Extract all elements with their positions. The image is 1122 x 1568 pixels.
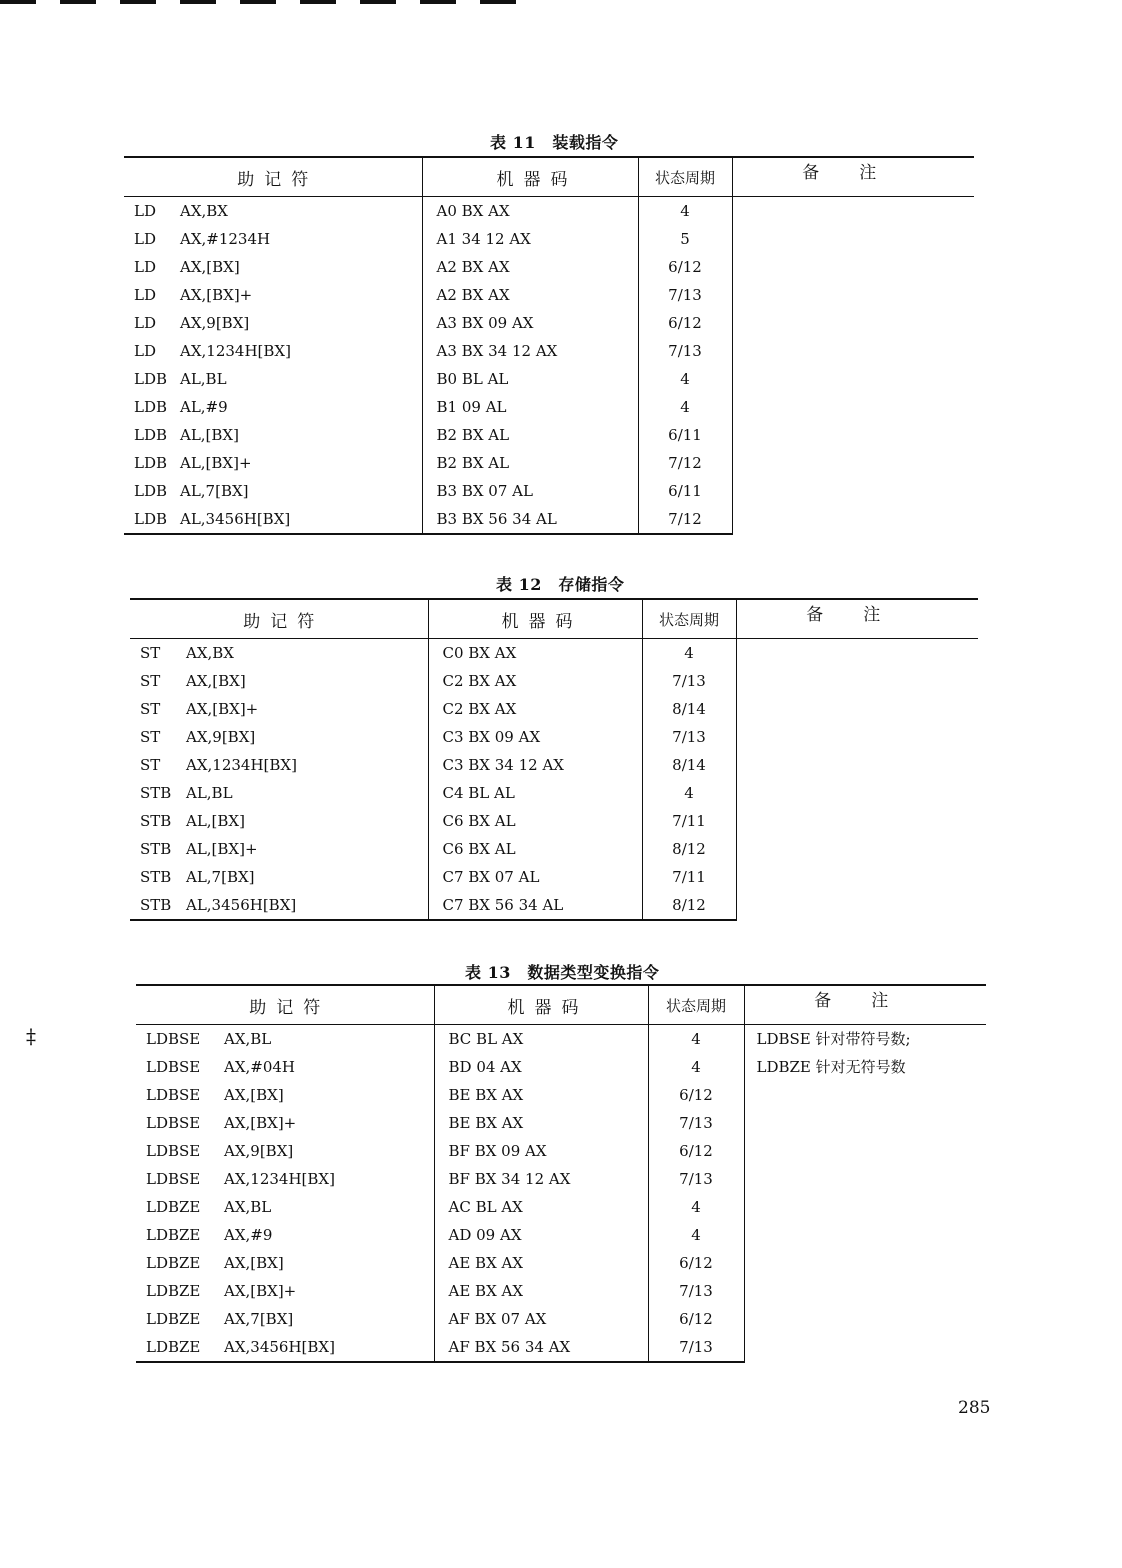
- table13-header-row: [136, 985, 986, 1025]
- machine-code-cell: BE BX AX: [434, 1081, 648, 1109]
- margin-mark: ‡: [26, 1024, 36, 1048]
- header-cycles: 状态周期: [638, 157, 732, 197]
- machine-code-cell: B2 BX AL: [422, 421, 638, 449]
- mnemonic-cell: [136, 1333, 434, 1362]
- header-machine-code: 机器码: [428, 599, 642, 639]
- cycles-cell: 7/11: [642, 807, 736, 835]
- opcode: STB: [140, 868, 172, 886]
- machine-code-cell: C3 BX 34 12 AX: [428, 751, 642, 779]
- table-row: [124, 197, 974, 226]
- header-remarks: 备注: [732, 157, 974, 197]
- mnemonic-cell: [136, 1025, 434, 1054]
- machine-code-cell: C6 BX AL: [428, 835, 642, 863]
- operands: AX,[BX]+: [180, 286, 253, 304]
- cycles-cell: 6/12: [648, 1137, 744, 1165]
- cycles-cell: 4: [648, 1221, 744, 1249]
- opcode: LDBZE: [146, 1338, 201, 1356]
- cycles-cell: 8/14: [642, 751, 736, 779]
- operands: AL,[BX]+: [186, 840, 258, 858]
- machine-code-cell: AC BL AX: [434, 1193, 648, 1221]
- machine-code-cell: C6 BX AL: [428, 807, 642, 835]
- page-number: 285: [958, 1398, 991, 1418]
- machine-code-cell: A2 BX AX: [422, 253, 638, 281]
- machine-code-cell: A3 BX 34 12 AX: [422, 337, 638, 365]
- mnemonic-cell: [136, 1165, 434, 1193]
- cycles-cell: 4: [642, 639, 736, 668]
- table12: [130, 598, 978, 921]
- cycles-cell: 6/11: [638, 421, 732, 449]
- header-mnemonic: 助记符: [124, 157, 422, 197]
- cycles-cell: 7/13: [648, 1165, 744, 1193]
- table11-header-row: [124, 157, 974, 197]
- machine-code-cell: C4 BL AL: [428, 779, 642, 807]
- mnemonic-cell: [136, 1109, 434, 1137]
- operands: AX,[BX]+: [186, 700, 259, 718]
- cycles-cell: 6/12: [638, 309, 732, 337]
- cycles-cell: 6/12: [648, 1081, 744, 1109]
- opcode: LDBSE: [146, 1030, 201, 1048]
- machine-code-cell: A0 BX AX: [422, 197, 638, 226]
- operands: AL,BL: [180, 370, 227, 388]
- mnemonic-cell: [124, 309, 422, 337]
- machine-code-cell: BC BL AX: [434, 1025, 648, 1054]
- operands: AX,BL: [224, 1198, 272, 1216]
- cycles-cell: 4: [638, 197, 732, 226]
- cycles-cell: 6/12: [648, 1305, 744, 1333]
- opcode: STB: [140, 812, 172, 830]
- machine-code-cell: B0 BL AL: [422, 365, 638, 393]
- machine-code-cell: B3 BX 07 AL: [422, 477, 638, 505]
- mnemonic-cell: [130, 695, 428, 723]
- opcode: LDBSE: [146, 1086, 201, 1104]
- machine-code-cell: AF BX 07 AX: [434, 1305, 648, 1333]
- machine-code-cell: C7 BX 07 AL: [428, 863, 642, 891]
- machine-code-cell: AF BX 56 34 AX: [434, 1333, 648, 1362]
- cycles-cell: 7/11: [642, 863, 736, 891]
- mnemonic-cell: [124, 225, 422, 253]
- operands: AL,3456H[BX]: [180, 510, 291, 528]
- operands: AL,7[BX]: [180, 482, 249, 500]
- cycles-cell: 6/11: [638, 477, 732, 505]
- mnemonic-cell: [130, 891, 428, 920]
- opcode: STB: [140, 840, 172, 858]
- opcode: LD: [134, 258, 156, 276]
- opcode: LD: [134, 286, 156, 304]
- operands: AX,3456H[BX]: [224, 1338, 335, 1356]
- mnemonic-cell: [130, 807, 428, 835]
- cycles-cell: 6/12: [648, 1249, 744, 1277]
- mnemonic-cell: [130, 639, 428, 668]
- mnemonic-cell: [136, 1277, 434, 1305]
- machine-code-cell: C2 BX AX: [428, 695, 642, 723]
- operands: AX,7[BX]: [224, 1310, 294, 1328]
- operands: AX,1234H[BX]: [224, 1170, 335, 1188]
- machine-code-cell: BE BX AX: [434, 1109, 648, 1137]
- opcode: LDB: [134, 510, 168, 528]
- remarks-cell: [736, 639, 978, 921]
- cycles-cell: 7/13: [638, 337, 732, 365]
- operands: AX,[BX]: [186, 672, 246, 690]
- cycles-cell: 7/12: [638, 449, 732, 477]
- cycles-cell: 8/14: [642, 695, 736, 723]
- operands: AX,9[BX]: [180, 314, 250, 332]
- mnemonic-cell: [124, 281, 422, 309]
- opcode: LDBZE: [146, 1282, 201, 1300]
- cycles-cell: 7/13: [648, 1109, 744, 1137]
- mnemonic-cell: [124, 393, 422, 421]
- mnemonic-cell: [124, 253, 422, 281]
- table12-header-row: [130, 599, 978, 639]
- operands: AX,#1234H: [180, 230, 271, 248]
- header-cycles: 状态周期: [642, 599, 736, 639]
- opcode: LDBZE: [146, 1226, 201, 1244]
- machine-code-cell: AD 09 AX: [434, 1221, 648, 1249]
- operands: AX,[BX]+: [224, 1282, 297, 1300]
- opcode: ST: [140, 700, 161, 718]
- machine-code-cell: BD 04 AX: [434, 1053, 648, 1081]
- operands: AX,[BX]: [224, 1086, 284, 1104]
- cycles-cell: 7/12: [638, 505, 732, 534]
- opcode: LDBSE: [146, 1142, 201, 1160]
- operands: AX,BL: [224, 1030, 272, 1048]
- operands: AL,[BX]: [186, 812, 245, 830]
- operands: AX,9[BX]: [186, 728, 256, 746]
- opcode: LDB: [134, 454, 168, 472]
- cycles-cell: 7/13: [648, 1277, 744, 1305]
- opcode: LDB: [134, 398, 168, 416]
- operands: AX,[BX]: [180, 258, 240, 276]
- mnemonic-cell: [130, 779, 428, 807]
- opcode: LDBSE: [146, 1114, 201, 1132]
- cycles-cell: 7/13: [642, 723, 736, 751]
- cycles-cell: 4: [642, 779, 736, 807]
- machine-code-cell: A2 BX AX: [422, 281, 638, 309]
- operands: AL,BL: [186, 784, 233, 802]
- cycles-cell: 7/13: [642, 667, 736, 695]
- header-machine-code: 机器码: [422, 157, 638, 197]
- mnemonic-cell: [124, 337, 422, 365]
- mnemonic-cell: [124, 421, 422, 449]
- operands: AL,7[BX]: [186, 868, 255, 886]
- remark-line: LDBZE 针对无符号数: [756, 1058, 906, 1076]
- mnemonic-cell: [136, 1249, 434, 1277]
- opcode: ST: [140, 672, 161, 690]
- machine-code-cell: A3 BX 09 AX: [422, 309, 638, 337]
- mnemonic-cell: [124, 505, 422, 534]
- mnemonic-cell: [124, 197, 422, 226]
- header-machine-code: 机器码: [434, 985, 648, 1025]
- mnemonic-cell: [136, 1053, 434, 1081]
- machine-code-cell: A1 34 12 AX: [422, 225, 638, 253]
- remarks-cell: [744, 1025, 986, 1363]
- operands: AX,#9: [224, 1226, 273, 1244]
- opcode: LDB: [134, 426, 168, 444]
- machine-code-cell: AE BX AX: [434, 1277, 648, 1305]
- header-mnemonic: 助记符: [130, 599, 428, 639]
- operands: AL,[BX]: [180, 426, 239, 444]
- table-row: [130, 639, 978, 668]
- header-remarks: 备注: [744, 985, 986, 1025]
- operands: AX,[BX]+: [224, 1114, 297, 1132]
- cycles-cell: 4: [648, 1193, 744, 1221]
- operands: AX,[BX]: [224, 1254, 284, 1272]
- opcode: STB: [140, 896, 172, 914]
- operands: AX,BX: [180, 202, 228, 220]
- mnemonic-cell: [136, 1193, 434, 1221]
- mnemonic-cell: [130, 863, 428, 891]
- operands: AX,9[BX]: [224, 1142, 294, 1160]
- mnemonic-cell: [124, 449, 422, 477]
- remark-line: LDBSE 针对带符号数;: [756, 1030, 911, 1048]
- table12-caption: 表 12 存储指令: [496, 575, 625, 594]
- remarks-cell: [732, 197, 974, 535]
- machine-code-cell: B1 09 AL: [422, 393, 638, 421]
- cycles-cell: 5: [638, 225, 732, 253]
- opcode: LDBSE: [146, 1170, 201, 1188]
- operands: AX,BX: [186, 644, 234, 662]
- opcode: LDB: [134, 482, 168, 500]
- operands: AX,1234H[BX]: [180, 342, 291, 360]
- mnemonic-cell: [130, 667, 428, 695]
- machine-code-cell: B2 BX AL: [422, 449, 638, 477]
- machine-code-cell: C0 BX AX: [428, 639, 642, 668]
- machine-code-cell: BF BX 09 AX: [434, 1137, 648, 1165]
- mnemonic-cell: [136, 1305, 434, 1333]
- table-row: [136, 1025, 986, 1054]
- opcode: LDB: [134, 370, 168, 388]
- operands: AL,#9: [180, 398, 228, 416]
- mnemonic-cell: [130, 751, 428, 779]
- table13: [136, 984, 986, 1363]
- cycles-cell: 4: [638, 393, 732, 421]
- mnemonic-cell: [136, 1081, 434, 1109]
- mnemonic-cell: [130, 835, 428, 863]
- machine-code-cell: BF BX 34 12 AX: [434, 1165, 648, 1193]
- opcode: LDBZE: [146, 1254, 201, 1272]
- opcode: ST: [140, 728, 161, 746]
- table13-caption: 表 13 数据类型变换指令: [465, 963, 660, 982]
- cycles-cell: 4: [648, 1025, 744, 1054]
- cycles-cell: 7/13: [638, 281, 732, 309]
- cycles-cell: 8/12: [642, 835, 736, 863]
- table11-caption: 表 11 装载指令: [490, 133, 619, 152]
- top-edge-dashes: [0, 0, 530, 4]
- operands: AL,3456H[BX]: [186, 896, 297, 914]
- opcode: LD: [134, 314, 156, 332]
- table11: [124, 156, 974, 535]
- machine-code-cell: B3 BX 56 34 AL: [422, 505, 638, 534]
- machine-code-cell: C7 BX 56 34 AL: [428, 891, 642, 920]
- operands: AX,1234H[BX]: [186, 756, 297, 774]
- mnemonic-cell: [124, 477, 422, 505]
- operands: AX,#04H: [224, 1058, 296, 1076]
- cycles-cell: 4: [638, 365, 732, 393]
- opcode: LD: [134, 342, 156, 360]
- opcode: LDBZE: [146, 1310, 201, 1328]
- header-mnemonic: 助记符: [136, 985, 434, 1025]
- machine-code-cell: C3 BX 09 AX: [428, 723, 642, 751]
- opcode: ST: [140, 756, 161, 774]
- cycles-cell: 8/12: [642, 891, 736, 920]
- cycles-cell: 6/12: [638, 253, 732, 281]
- mnemonic-cell: [136, 1221, 434, 1249]
- cycles-cell: 7/13: [648, 1333, 744, 1362]
- cycles-cell: 4: [648, 1053, 744, 1081]
- opcode: LD: [134, 230, 156, 248]
- mnemonic-cell: [136, 1137, 434, 1165]
- header-cycles: 状态周期: [648, 985, 744, 1025]
- opcode: LDBZE: [146, 1198, 201, 1216]
- opcode: STB: [140, 784, 172, 802]
- mnemonic-cell: [124, 365, 422, 393]
- opcode: LD: [134, 202, 156, 220]
- mnemonic-cell: [130, 723, 428, 751]
- header-remarks: 备注: [736, 599, 978, 639]
- machine-code-cell: AE BX AX: [434, 1249, 648, 1277]
- opcode: ST: [140, 644, 161, 662]
- operands: AL,[BX]+: [180, 454, 252, 472]
- opcode: LDBSE: [146, 1058, 201, 1076]
- machine-code-cell: C2 BX AX: [428, 667, 642, 695]
